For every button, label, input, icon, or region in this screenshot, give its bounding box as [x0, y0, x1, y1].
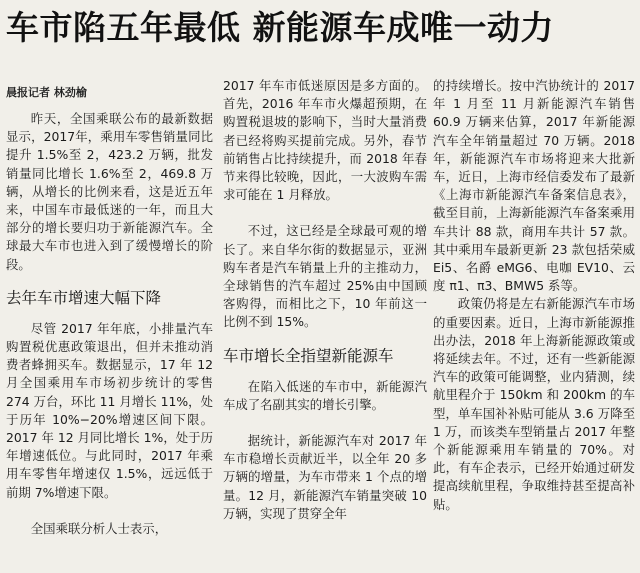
paragraph: 昨天，全国乘联公布的最新数据显示，2017年，乘用车零售销量同比提升 1.5%至 2，423.2 万辆，批发销量同比增长 1.6%至 2，469.8 万辆，从增长的比例来看，这是近五年来，中国车市最低迷的一年，而且大部分的增长要归功于新能源汽车。全球最大车市也进入到了缓慢增长的阶段。: [6, 111, 213, 272]
paragraph: 不过，这已经是全球最可观的增长了。来自华尔街的数据显示，亚洲购车者是汽车销量上升的主推动力，全球销售的汽车超过 25%由中国顾客购得，而相比之下，10 年前这一比例不到 15%。: [223, 223, 427, 330]
byline: 晨报记者 林劲榆: [6, 86, 87, 99]
paragraph: 2017 年车市低迷原因是多方面的。首先，2016 年车市火爆超预期，在购置税退坡的影响下，当时大量消费者已经将购买提前完成。另外，春节前销售占比持续提升，而 2018 年春节来得比较晚，因此，一大波购车需求可能在 1 月释放。: [223, 78, 427, 203]
headline: 车市陷五年最低 新能源车成唯一动力: [6, 8, 554, 47]
article-column-2: [223, 77, 427, 573]
article-column-3: [433, 77, 635, 573]
paragraph: 尽管 2017 年年底，小排量汽车购置税优惠政策退出，但并未推动消费者蜂拥买车。数据显示，17 年 12 月全国乘用车市场初步统计的零售 274 万台，环比 11 月增长 11%，处于历年 10%−20%增速区间下限。2017 年 12 月同比增长 1%，处于历年增速低位。与此同时，2017 年乘用车零售年增速仅 1.5%，远远低于前期 7%增速下限。: [6, 320, 213, 500]
paragraph: 全国乘联分析人士表示，: [30, 520, 168, 536]
paragraph: 的持续增长。按中汽协统计的 2017 年 1 月至 11 月新能源汽车销售 60.9 万辆来估算，2017 年新能源汽车全年销量超过 70 万辆。2018 年，新能源汽车市场将迎来大批新车，近日，上海市经信委发布了最新《上海市新能源汽车备案信息表》，截至目前，上海新能源汽车备案乘用车共计 88 款，商用车共计 57 款。其中乘用车最新更新 23 款包括荣威 Ei5、名爵 eMG6、电咖 EV10、云度 π1、π3、BMW5 系等。: [433, 78, 635, 294]
paragraph: 在陷入低迷的车市中，新能源汽车成了名副其实的增长引擎。: [223, 378, 427, 412]
section-heading: 去年车市增速大幅下降: [6, 288, 162, 307]
article-column-1: [6, 110, 213, 573]
paragraph: 政策仍将是左右新能源汽车市场的重要因素。近日，上海市新能源推出办法，2018 年上海新能源政策或将延续去年。不过，还有一些新能源汽车的政策可能调整，业内猜测，续航里程介于 150km 和 200km 的车型，单车国补补贴可能从 3.6 万降至 1 万，而该类车型销量占 2017 年整个新能源乘用车销量的 70%。对此，有车企表示，已经开始通过研发提高续航里程，争取维持甚至提高补贴。: [433, 296, 635, 512]
section-heading: 车市增长全指望新能源车: [223, 346, 394, 365]
paragraph: 据统计，新能源汽车对 2017 年车市稳增长贡献近半，以全年 20 多万辆的增量，为车市带来 1 个点的增量。12 月，新能源汽车销量突破 10 万辆，实现了贯穿全年: [223, 433, 427, 521]
